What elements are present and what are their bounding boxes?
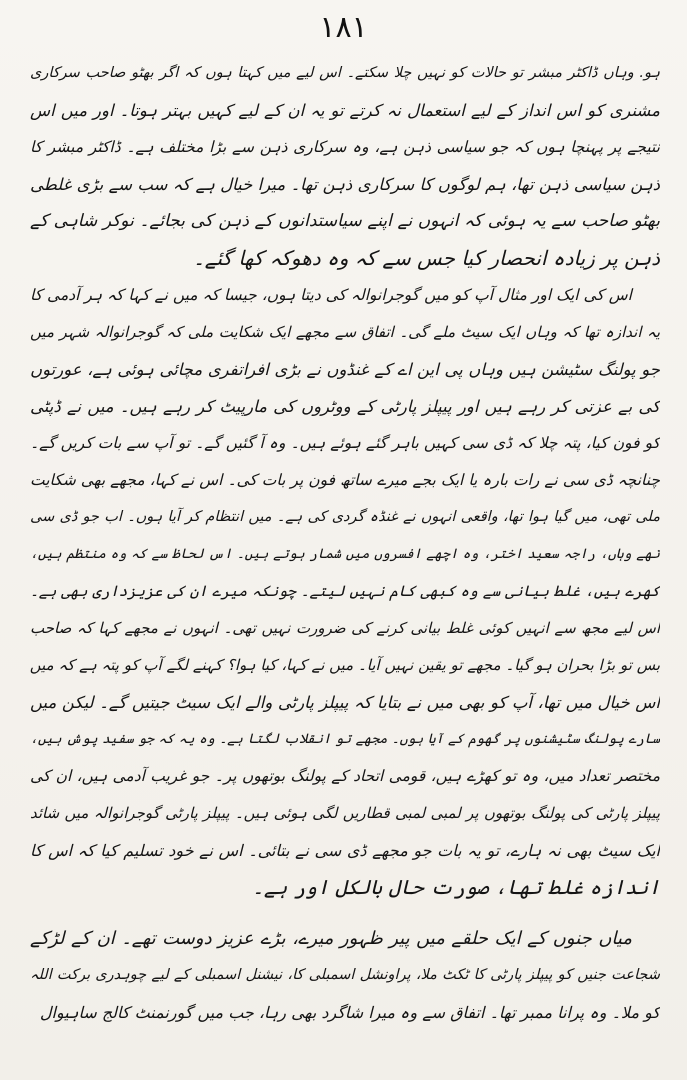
text-line: کو فون کیا، پتہ چلا کہ ڈی سی کہیں باہر گئے ہوئے ہیں۔ وہ آ گئیں گے۔ تو آپ سے بات کریں گے۔ (30, 434, 660, 452)
text-line: یہ اندازہ تھا کہ وہاں ایک سیٹ ملے گی۔ اتفاق سے مجھے ایک شکایت ملی کہ گوجرانوالہ شہر میں (30, 323, 660, 341)
text-line: کھرے ہیں، غلط بیانی سے وہ کبھی کام نہیں لیتے۔ چونکہ میرے ان کی عزیزداری بھی ہے۔ (30, 582, 660, 600)
text-line: ذہن پر زیادہ انحصار کیا جس سے کہ وہ دھوکہ کھا گئے۔ (193, 246, 660, 270)
text-line: نتیجے پر پہنچا ہوں کہ جو سیاسی ذہن ہے، وہ سرکاری ذہن سے بڑا مختلف ہے۔ ڈاکٹر مبشر کا (30, 138, 660, 156)
text-line: سارے پولنگ سٹیشنوں پر گھوم کے آیا ہوں۔ مجھے تو انقلاب لگتا ہے۔ وہ یہ کہ جو سفید پوش ہیں، (30, 731, 660, 747)
text-line: میاں جنوں کے ایک حلقے میں پیر ظہور میرے، بڑے عزیز دوست تھے۔ ان کے لڑکے (30, 928, 632, 949)
text-line: پیپلز پارٹی کی پولنگ بوتھوں پر لمبی لمبی قطاریں لگی ہوئی ہیں۔ پیپلز پارٹی گوجرانوالہ میں شائد (30, 804, 660, 822)
text-line: کو ملا۔ وہ پرانا ممبر تھا۔ اتفاق سے وہ میرا شاگرد بھی رہا، جب میں گورنمنٹ کالج ساہیوال (39, 1003, 660, 1022)
text-line: بس تو بڑا بحران ہو گیا۔ مجھے تو یقین نہیں آیا۔ میں نے کہا، کیا ہوا؟ کہنے لگے آپ کو پتہ ہے کہ میں (30, 656, 660, 674)
text-line: ہو. وہاں ڈاکٹر مبشر تو حالات کو نہیں چلا سکتے۔ اس لیے میں کہتا ہوں کہ اگر بھٹو صاحب سرکاری (30, 65, 660, 81)
text-line: ذہن سیاسی ذہن تھا، ہم لوگوں کا سرکاری ذہن تھا۔ میرا خیال ہے کہ سب سے بڑی غلطی (30, 175, 660, 194)
text-line: اندازہ غلط تھا، صورت حال بالکل اور ہے۔ (252, 875, 660, 899)
page-number: ۱۸۱ (319, 10, 368, 45)
text-line: اس کی ایک اور مثال آپ کو میں گوجرانوالہ کی دیتا ہوں، جیسا کہ میں نے کہا کہ ہر آدمی کا (30, 286, 632, 304)
text-line: ایک سیٹ بھی نہ ہارے، تو یہ بات جو مجھے ڈی سی نے بتائی۔ اس نے خود تسلیم کیا کہ اس کا (30, 841, 660, 860)
paragraph-gap (30, 906, 660, 920)
text-line: مشنری کو اس انداز کے لیے استعمال نہ کرتے تو یہ ان کے لیے کہیں بہتر ہوتا۔ اور میں اس (30, 101, 660, 120)
text-line: شجاعت جنیں کو پیپلز پارٹی کا ٹکٹ ملا، پراونشل اسمبلی کا، نیشنل اسمبلی کے لیے چوہدری برکت اللہ (30, 967, 660, 983)
text-line: کی بے عزتی کر رہے ہیں اور پیپلز پارٹی کے ووٹروں کی مارپیٹ کر رہے ہیں۔ میں نے ڈپٹی (30, 397, 660, 416)
text-line: اس خیال میں تھا، آپ کو بھی میں نے بتایا کہ پیپلز پارٹی والے ایک سیٹ جیتیں گے۔ لیکن میں (30, 693, 660, 712)
text-line: اس لیے مجھ سے انہیں کوئی غلط بیانی کرنے کی ضرورت نہیں تھی۔ انہوں نے مجھے کہا کہ صاحب (30, 619, 660, 637)
text-line: چنانچہ ڈی سی نے رات بارہ یا ایک بجے میرے ساتھ فون پر بات کی۔ اس نے کہا، مجھے بھی شکایت (30, 471, 660, 489)
text-line: ملی تھی، میں گیا ہوا تھا، واقعی انہوں نے غنڈہ گردی کی ہے۔ میں انتظام کر آیا ہوں۔ اب جو ڈی سی (30, 509, 660, 525)
text-line: بھٹو صاحب سے یہ ہوئی کہ انہوں نے اپنے سیاستدانوں کے ذہن کی بجائے۔ نوکر شاہی کے (30, 211, 660, 231)
text-line: جو پولنگ سٹیشن ہیں وہاں پی این اے کے غنڈوں نے بڑی افراتفری مچائی ہوئی ہے، عورتوں (30, 360, 660, 379)
text-line: مختصر تعداد میں، وہ تو کھڑے ہیں، قومی اتحاد کے پولنگ بوتھوں پر۔ جو غریب آدمی ہیں، ان کی (30, 767, 660, 785)
page-text-body (30, 55, 660, 1031)
text-line: تھے وہاں، راجہ سعید اختر، وہ اچھے افسروں میں شمار ہوتے ہیں۔ اس لحاظ سے کہ وہ منتظم ہیں، (30, 546, 660, 562)
